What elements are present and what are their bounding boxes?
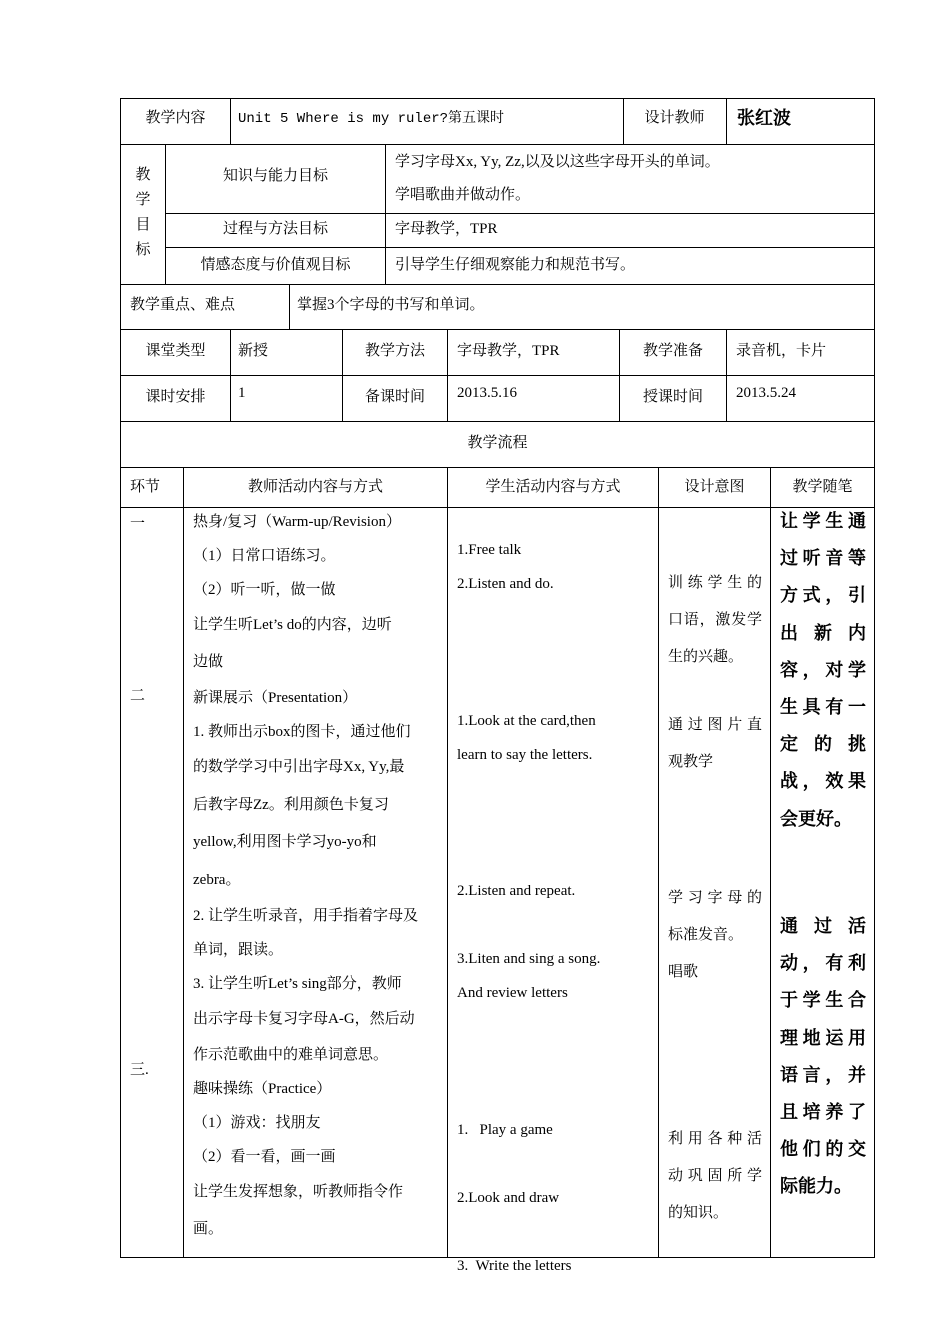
teacher-activity-line: 1. 教师出示box的图卡，通过他们: [193, 724, 411, 740]
column-header-stage: 环节: [130, 479, 161, 495]
teaching-method-label: 教学方法: [364, 343, 425, 359]
student-activity-line: 1.Look at the card,then: [457, 713, 596, 729]
teaching-notes-line: 语言，并: [780, 1064, 866, 1086]
objective-line: 学习字母Xx, Yy, Zz,以及以这些字母开头的单词。: [395, 154, 720, 170]
student-activity-line: 1.Free talk: [457, 542, 522, 558]
row-divider: [120, 284, 875, 285]
objective-value-knowledge: [395, 146, 873, 212]
teaching-prep-value: 录音机，卡片: [736, 343, 827, 359]
column-header-student: 学生活动内容与方式: [485, 479, 621, 495]
teacher-activity-line: 3. 让学生听Let’s sing部分，教师: [193, 976, 402, 992]
teaching-notes-line: 且培养了: [780, 1102, 866, 1124]
teaching-notes-line: 他们的交: [780, 1139, 866, 1161]
objective-value-attitude: 引导学生仔细观察能力和规范书写。: [395, 257, 636, 273]
teaching-notes-line: 定的挑: [780, 734, 866, 756]
teacher-activity-line: 单词，跟读。: [193, 942, 284, 958]
hours-label: 课时安排: [145, 389, 206, 405]
design-intent-group: [668, 1121, 762, 1233]
teaching-prep-label: 教学准备: [642, 343, 703, 359]
teaching-notes-group: [780, 503, 866, 838]
objectives-side-char: 学: [135, 192, 151, 208]
teacher-activity-line: 作示范歌曲中的难单词意思。: [193, 1047, 389, 1063]
column-header-teacher: 教师活动内容与方式: [247, 479, 383, 495]
teaching-notes-line: 过听音等: [780, 548, 866, 570]
student-activity-group: [457, 1215, 655, 1317]
objectives-side-label: [120, 163, 166, 263]
teacher-activity-line: 新课展示（Presentation）: [193, 690, 358, 706]
design-intent-line: 利用各种活: [668, 1131, 762, 1147]
design-intent-line: 生的兴趣。: [668, 649, 744, 666]
design-intent-line: 唱歌: [668, 964, 699, 981]
class-type-label: 课堂类型: [145, 343, 206, 359]
design-intent-line: 口语，激发学: [668, 612, 762, 629]
key-points-value: 掌握3个字母的书写和单词。: [297, 297, 485, 313]
teach-time-value: 2013.5.24: [736, 385, 796, 401]
teaching-notes-line: 生具有一: [780, 697, 866, 719]
row-divider: [120, 144, 875, 145]
designer-name: 张红波: [737, 108, 791, 129]
teacher-activity-line: 趣味操练（Practice）: [193, 1081, 332, 1097]
teacher-activity-line: 让学生发挥想象，听教师指令作: [193, 1184, 404, 1200]
student-activity-group: [457, 704, 655, 772]
design-intent-group: [668, 565, 762, 677]
teacher-activity-line: （2）看一看，画一画: [193, 1149, 336, 1165]
lesson-title: Unit 5 Where is my ruler?第五课时: [238, 111, 505, 127]
teach-time-label: 授课时间: [642, 389, 703, 405]
col-divider: [770, 467, 771, 1258]
col-divider: [447, 467, 448, 1258]
teacher-activity-line: 2. 让学生听录音，用手指着字母及: [193, 908, 419, 924]
teaching-notes-line: 动，有利: [780, 953, 866, 975]
objectives-side-char: 目: [135, 217, 151, 233]
teacher-activity-line: （1）日常口语练习。: [193, 548, 336, 564]
design-intent-group: [668, 707, 762, 781]
student-activity-group: [457, 942, 655, 1010]
teaching-notes-line: 于学生合: [780, 990, 866, 1012]
row-divider: [120, 421, 875, 422]
col-divider: [183, 467, 184, 1258]
objectives-side-char: 教: [135, 167, 151, 183]
teaching-notes-line: 方式，引: [780, 585, 866, 607]
teaching-notes-line: 理地运用: [780, 1027, 866, 1049]
teacher-activity-line: （1）游戏：找朋友: [193, 1115, 321, 1131]
student-activity-line: 2.Listen and repeat.: [457, 883, 576, 899]
teaching-notes-line: 容，对学: [780, 659, 866, 681]
prep-time-value: 2013.5.16: [457, 385, 517, 401]
table-border-top: [120, 98, 875, 99]
student-activity-group: [457, 533, 655, 601]
content-label: 教学内容: [145, 110, 206, 126]
prep-time-label: 备课时间: [364, 389, 425, 405]
stage-marker: 一: [130, 516, 146, 532]
row-divider: [120, 467, 875, 468]
table-border-right: [874, 98, 875, 1258]
design-intent-line: 动巩固所学: [668, 1168, 762, 1185]
teaching-method-value: 字母教学，TPR: [457, 343, 560, 359]
teacher-activity-line: 画。: [193, 1221, 224, 1237]
key-points-label: 教学重点、难点: [130, 297, 236, 313]
column-header-notes: 教学随笔: [792, 479, 853, 495]
objective-label-process: 过程与方法目标: [222, 221, 328, 237]
teacher-activity-line: 后教字母Zz。利用颜色卡复习: [193, 796, 389, 813]
student-activity-group: [457, 874, 655, 908]
design-intent-line: 标准发音。: [668, 927, 744, 944]
teaching-notes-line: 通过活: [780, 916, 866, 937]
teacher-activity-line: 热身/复习（Warm-up/Revision）: [193, 514, 401, 530]
table-border-left: [120, 98, 121, 1258]
teaching-notes-line: 会更好。: [780, 808, 852, 830]
design-intent-line: 学习字母的: [668, 890, 762, 906]
teacher-activities: [193, 505, 443, 1248]
teaching-notes-line: 出新内: [780, 622, 866, 644]
stage-marker: 二: [130, 688, 146, 704]
student-activity-line: 3.Liten and sing a song.: [457, 951, 601, 967]
flow-title: 教学流程: [467, 435, 528, 451]
teacher-activity-line: （2）听一听，做一做: [193, 582, 336, 598]
class-type-value: 新授: [238, 343, 269, 359]
student-activity-line: 2.Look and draw: [457, 1190, 560, 1206]
col-divider: [658, 467, 659, 1258]
objective-label-knowledge: 知识与能力目标: [222, 168, 328, 184]
student-activity-line: 1. Play a game: [457, 1122, 553, 1138]
teaching-notes-line: 战，效果: [780, 771, 866, 793]
designer-label: 设计教师: [644, 110, 705, 126]
col-divider: [289, 284, 290, 330]
design-intent-group: [668, 880, 762, 992]
teacher-activity-line: 的数学学习中引出字母Xx, Yy,最: [193, 759, 405, 775]
teaching-notes-line: 际能力。: [780, 1176, 852, 1198]
objective-line: 学唱歌曲并做动作。: [395, 187, 531, 203]
teacher-activity-line: yellow,利用图卡学习yo-yo和: [193, 834, 377, 850]
teacher-activity-line: 出示字母卡复习字母A-G，然后动: [193, 1011, 415, 1027]
student-activity-line: learn to say the letters.: [457, 747, 593, 763]
design-intent-line: 观教学: [668, 754, 714, 771]
hours-value: 1: [238, 385, 246, 401]
student-activity-line: And review letters: [457, 985, 568, 1001]
teaching-notes-group: [780, 908, 866, 1206]
row-divider: [120, 375, 875, 376]
objective-label-attitude: 情感态度与价值观目标: [200, 257, 351, 273]
student-activity-line: 3. Write the letters: [457, 1258, 572, 1274]
col-divider: [726, 98, 727, 145]
row-divider: [165, 213, 875, 214]
teaching-notes-line: 让学生通: [780, 511, 866, 532]
design-intent-line: 通过图片直: [668, 717, 762, 733]
student-activity-line: 2.Listen and do.: [457, 576, 554, 592]
column-header-intent: 设计意图: [684, 479, 745, 495]
teacher-activity-line: 边做: [193, 654, 224, 670]
objectives-side-char: 标: [135, 242, 151, 258]
stage-marker: 三.: [130, 1062, 149, 1078]
row-divider: [120, 329, 875, 330]
row-divider: [165, 247, 875, 248]
design-intent-line: 训练学生的: [668, 575, 762, 591]
design-intent-line: 的知识。: [668, 1205, 729, 1222]
objective-value-process: 字母教学，TPR: [395, 221, 498, 237]
teacher-activity-line: zebra。: [193, 871, 241, 888]
teacher-activity-line: 让学生听Let’s do的内容，边听: [193, 617, 392, 633]
